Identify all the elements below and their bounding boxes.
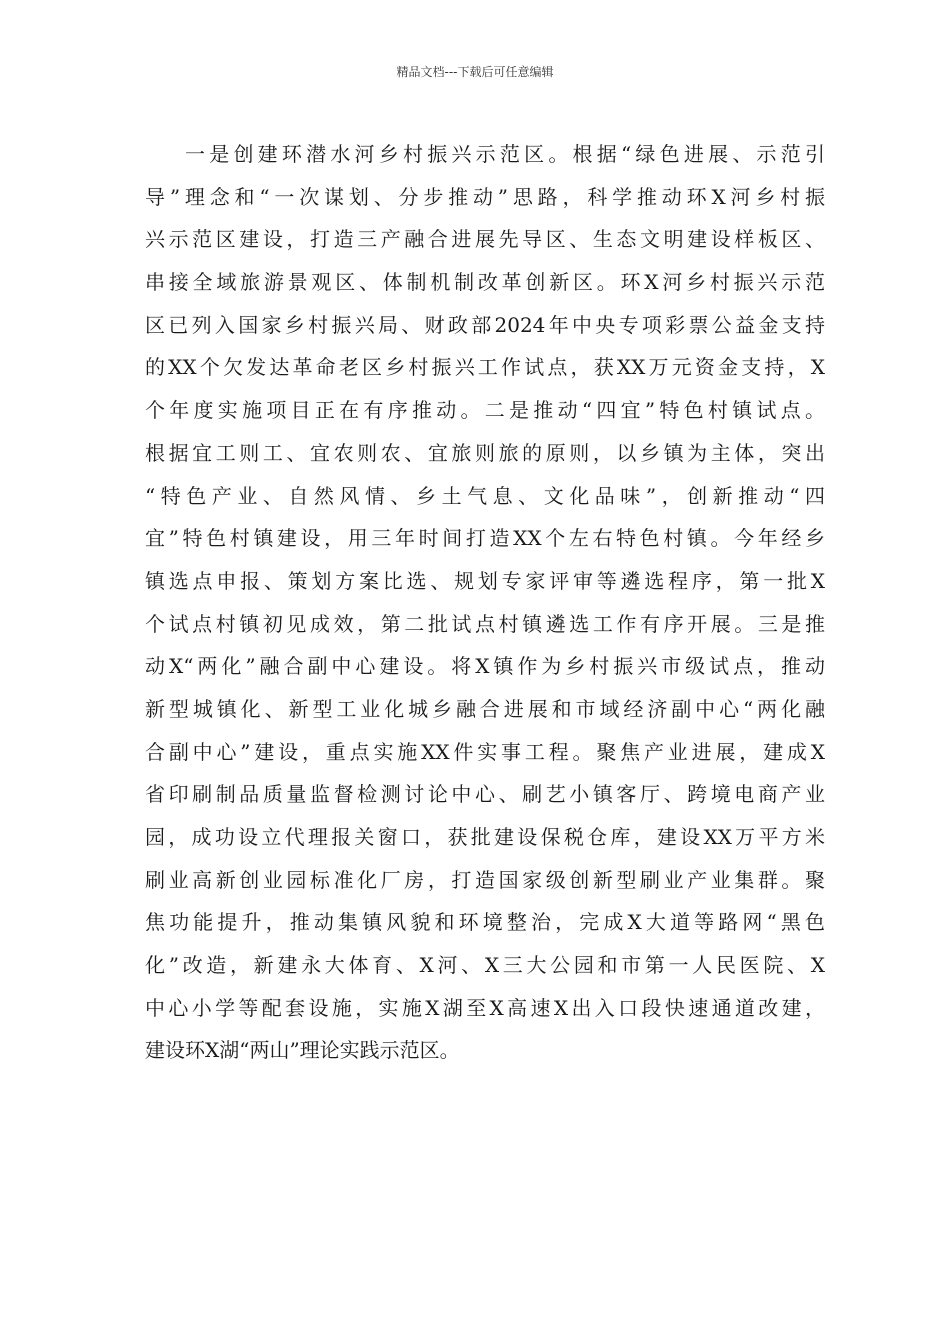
paragraph-line: 根据宜工则工、宜农则农、宜旅则旅的原则，以乡镇为主体，突出 bbox=[145, 440, 825, 465]
paragraph-line: 宜”特色村镇建设，用三年时间打造XX个左右特色村镇。今年经乡 bbox=[145, 526, 825, 551]
paragraph-line: 个试点村镇初见成效，第二批试点村镇遴选工作有序开展。三是推 bbox=[145, 611, 825, 636]
paragraph-line: 合副中心”建设，重点实施XX件实事工程。聚焦产业进展，建成X bbox=[145, 739, 825, 764]
paragraph-line: 的XX个欠发达革命老区乡村振兴工作试点，获XX万元资金支持，X bbox=[145, 355, 825, 380]
paragraph-line: 建设环X湖“两山”理论实践示范区。 bbox=[145, 1038, 460, 1063]
body-paragraph bbox=[145, 133, 825, 1072]
paragraph-line: 区已列入国家乡村振兴局、财政部2024年中央专项彩票公益金支持 bbox=[145, 312, 825, 337]
paragraph-line: 园，成功设立代理报关窗口，获批建设保税仓库，建设XX万平方米 bbox=[145, 825, 825, 849]
paragraph-line: 兴示范区建设，打造三产融合进展先导区、生态文明建设样板区、 bbox=[145, 227, 825, 252]
paragraph-line: 省印刷制品质量监督检测讨论中心、刷艺小镇客厅、跨境电商产业 bbox=[145, 782, 825, 807]
paragraph-line: 中心小学等配套设施，实施X湖至X高速X出入口段快速通道改建， bbox=[145, 995, 825, 1020]
paragraph-line: 新型城镇化、新型工业化城乡融合进展和市域经济副中心“两化融 bbox=[145, 696, 825, 721]
paragraph-line: 焦功能提升，推动集镇风貌和环境整治，完成X大道等路网“黑色 bbox=[145, 910, 825, 935]
paragraph-line: 个年度实施项目正在有序推动。二是推动“四宜”特色村镇试点。 bbox=[145, 398, 825, 423]
paragraph-line: 化”改造，新建永大体育、X河、X三大公园和市第一人民医院、X bbox=[145, 953, 825, 978]
paragraph-line: 镇选点申报、策划方案比选、规划专家评审等遴选程序，第一批X bbox=[145, 568, 825, 593]
paragraph-line: 导”理念和“一次谋划、分步推动”思路，科学推动环X河乡村振 bbox=[145, 184, 825, 209]
paragraph-line: 动X“两化”融合副中心建设。将X镇作为乡村振兴市级试点，推动 bbox=[145, 654, 825, 679]
page-header: 精品文档---下载后可任意编辑 bbox=[396, 65, 554, 79]
paragraph-line: 一是创建环潜水河乡村振兴示范区。根据“绿色进展、示范引 bbox=[185, 142, 825, 166]
paragraph-line: “特色产业、自然风情、乡土气息、文化品味”，创新推动“四 bbox=[145, 483, 825, 508]
paragraph-line: 刷业高新创业园标准化厂房，打造国家级创新型刷业产业集群。聚 bbox=[145, 867, 825, 892]
paragraph-line: 串接全域旅游景观区、体制机制改革创新区。环X河乡村振兴示范 bbox=[145, 270, 825, 295]
